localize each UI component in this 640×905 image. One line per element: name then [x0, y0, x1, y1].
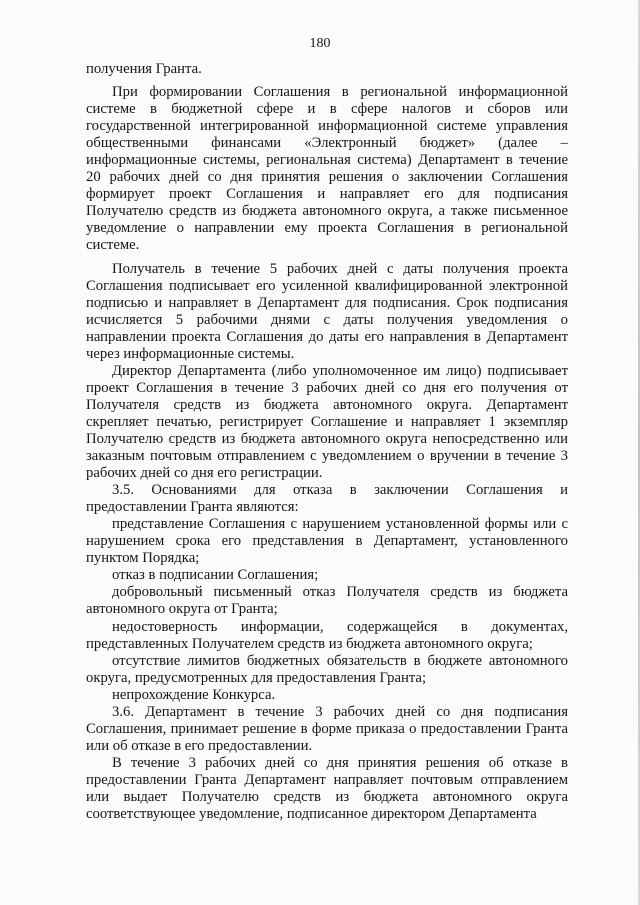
- paragraph-3-6-decision: 3.6. Департамент в течение 3 рабочих дней со дня подписания Соглашения, принимает решение в форме приказа о предоставлении Гранта или об отказе в его предоставлении.: [86, 703, 568, 754]
- list-item-form-violation: представление Соглашения с нарушением установленной формы или с нарушением срока его представления в Департамент, установленного пунктом Порядка;: [86, 516, 568, 567]
- paragraph-director-signing: Директор Департамента (либо уполномоченное им лицо) подписывает проект Соглашения в течение 3 рабочих дней со дня его получения от Получателя средств из бюджета автономного округа. Департамент скрепляет печатью, регистрирует Соглашение и направляет 1 экземпляр Получателю средств из бюджета автономного округа непосредственно или заказным почтовым отправлением с уведомлением о вручении в течение 3 рабочих дней со дня его регистрации.: [86, 362, 568, 482]
- page-number: 180: [309, 36, 331, 51]
- paragraph-refusal-notification: В течение 3 рабочих дней со дня принятия решения об отказе в предоставлении Гранта Департамент направляет почтовым отправлением или выдает Получателю средств из бюджета автономного округа соответствующее уведомление, подписанное директором Департамента: [86, 754, 568, 823]
- list-item-voluntary-refusal: добровольный письменный отказ Получателя средств из бюджета автономного округа от Гранта;: [86, 584, 568, 618]
- list-item-unreliable-info: недостоверность информации, содержащейся в документах, представленных Получателем средств из бюджета автономного округа;: [86, 618, 568, 652]
- paragraph-recipient-signing: Получатель в течение 5 рабочих дней с даты получения проекта Соглашения подписывает его усиленной квалифицированной электронной подписью и направляет в Департамент для подписания. Срок подписания исчисляется 5 рабочими днями с даты получения уведомления о направлении проекта Соглашения до даты его направления в Департамент через информационные системы.: [86, 260, 568, 362]
- list-item-no-budget-limits: отсутствие лимитов бюджетных обязательств в бюджете автономного округа, предусмотренных для предоставления Гранта;: [86, 652, 568, 686]
- list-item-contest-failure: непрохождение Конкурса.: [112, 686, 276, 703]
- paragraph-agreement-formation: При формировании Соглашения в региональной информационной системе в бюджетной сфере и в сфере налогов и сборов или государственной интегрированной информационной системе управления общественными финансами «Электронный бюджет» (далее – информационные системы, региональная система) Департамент в течение 20 рабочих дней со дня принятия решения о заключении Соглашения формирует проект Соглашения и направляет его для подписания Получателю средств из бюджета автономного округа, а также письменное уведомление о направлении ему проекта Соглашения в региональной системе.: [86, 84, 568, 254]
- document-body: [86, 61, 568, 823]
- paragraph-continuation: получения Гранта.: [86, 61, 202, 77]
- list-item-signing-refusal: отказ в подписании Соглашения;: [112, 567, 319, 584]
- paragraph-3-5-refusal-grounds: 3.5. Основаниями для отказа в заключении Соглашения и предоставлении Гранта являются:: [86, 482, 568, 516]
